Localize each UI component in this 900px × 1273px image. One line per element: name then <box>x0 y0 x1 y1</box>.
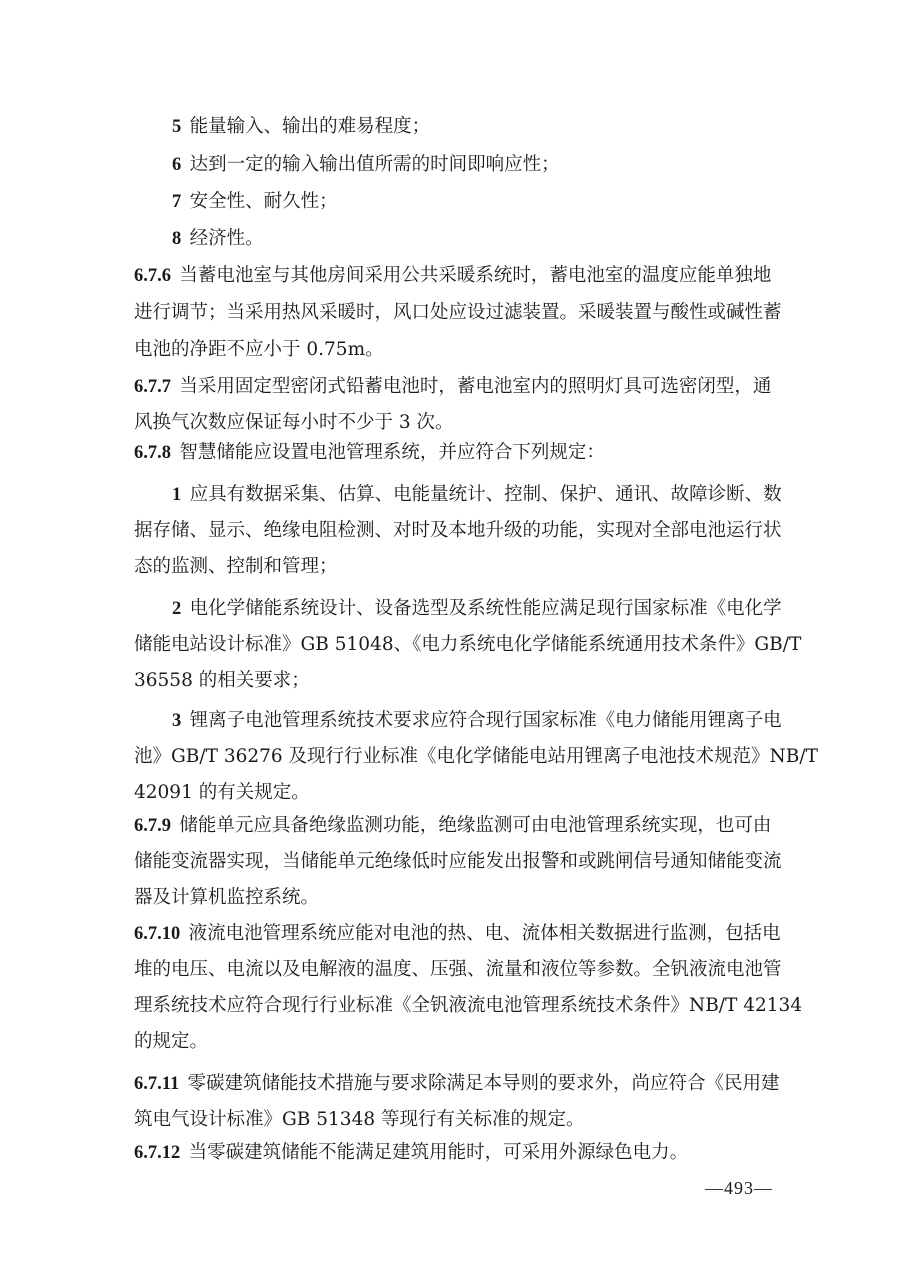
clause-line: 堆的电压、电流以及电解液的温度、压强、流量和液位等参数。全钒液流电池管 <box>134 959 782 980</box>
clause-6-7-7: 6.7.7 当采用固定型密闭式铅蓄电池时，蓄电池室内的照明灯具可选密闭型，通 <box>134 376 772 397</box>
subitem-1: 1 应具有数据采集、估算、电能量统计、控制、保护、通讯、故障诊断、数 <box>172 484 782 505</box>
clause-line: 电池的净距不应小于 0.75m。 <box>134 339 384 360</box>
page-number: —493— <box>705 1178 773 1198</box>
list-item-8: 8 经济性。 <box>172 228 264 249</box>
list-item-5: 5 能量输入、输出的难易程度； <box>172 116 431 137</box>
subitem-line: 池》GB/T 36276 及现行行业标准《电化学储能电站用锂离子电池技术规范》NB/T <box>134 746 818 767</box>
list-item-7: 7 安全性、耐久性； <box>172 191 338 212</box>
clause-6-7-8: 6.7.8 智慧储能应设置电池管理系统，并应符合下列规定： <box>134 442 605 463</box>
clause-line: 进行调节；当采用热风采暖时，风口处应设过滤装置。采暖装置与酸性或碱性蓄 <box>134 302 782 323</box>
clause-line: 理系统技术应符合现行行业标准《全钒液流电池管理系统技术条件》NB/T 42134 <box>134 995 803 1016</box>
clause-6-7-9: 6.7.9 储能单元应具备绝缘监测功能，绝缘监测可由电池管理系统实现，也可由 <box>134 815 772 836</box>
clause-6-7-10: 6.7.10 液流电池管理系统应能对电池的热、电、流体相关数据进行监测，包括电 <box>134 923 781 944</box>
clause-line: 风换气次数应保证每小时不少于 3 次。 <box>134 412 454 433</box>
subitem-line: 36558 的相关要求； <box>134 670 310 691</box>
subitem-2: 2 电化学储能系统设计、设备选型及系统性能应满足现行国家标准《电化学 <box>172 598 782 619</box>
subitem-3: 3 锂离子电池管理系统技术要求应符合现行国家标准《电力储能用锂离子电 <box>172 710 782 731</box>
clause-6-7-12: 6.7.12 当零碳建筑储能不能满足建筑用能时，可采用外源绿色电力。 <box>134 1142 689 1163</box>
clause-line: 器及计算机监控系统。 <box>134 887 320 908</box>
clause-line: 筑电气设计标准》GB 51348 等现行有关标准的规定。 <box>134 1109 585 1130</box>
subitem-line: 态的监测、控制和管理； <box>134 556 338 577</box>
clause-6-7-6: 6.7.6 当蓄电池室与其他房间采用公共采暖系统时，蓄电池室的温度应能单独地 <box>134 265 772 286</box>
clause-6-7-11: 6.7.11 零碳建筑储能技术措施与要求除满足本导则的要求外，尚应符合《民用建 <box>134 1073 780 1094</box>
subitem-line: 42091 的有关规定。 <box>134 782 310 803</box>
subitem-line: 储能电站设计标准》GB 51048、《电力系统电化学储能系统通用技术条件》GB/T <box>134 634 802 655</box>
subitem-line: 据存储、显示、绝缘电阻检测、对时及本地升级的功能，实现对全部电池运行状 <box>134 520 782 541</box>
list-item-6: 6 达到一定的输入输出值所需的时间即响应性； <box>172 154 560 175</box>
clause-line: 的规定。 <box>134 1031 209 1052</box>
clause-line: 储能变流器实现，当储能单元绝缘低时应能发出报警和或跳闸信号通知储能变流 <box>134 851 782 872</box>
